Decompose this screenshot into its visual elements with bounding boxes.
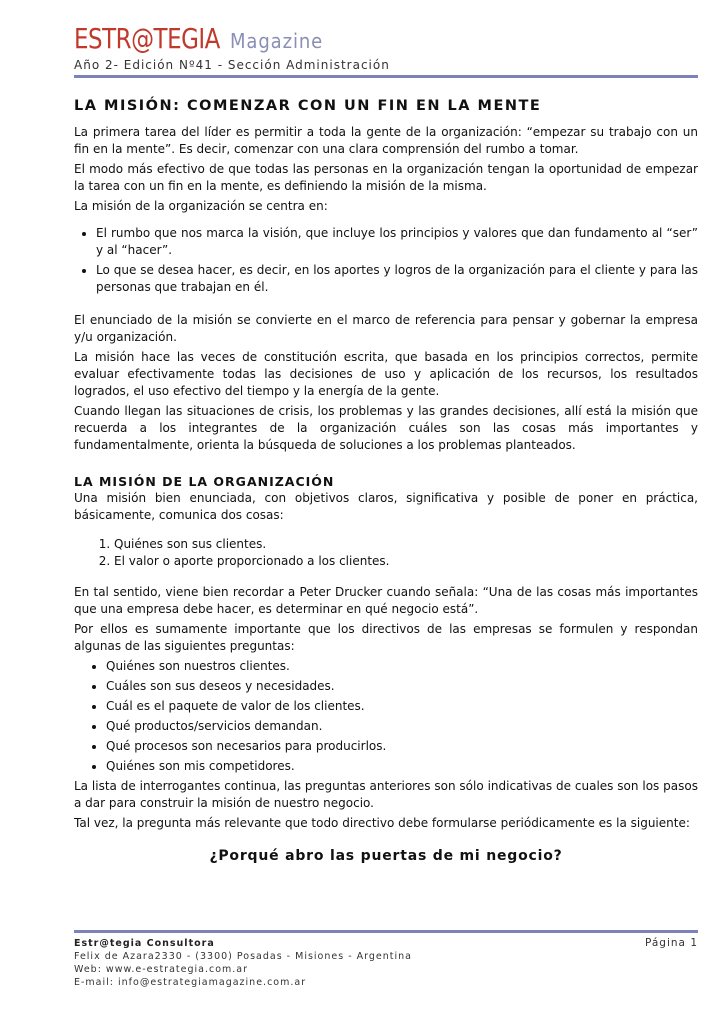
list-item: • Lo que se desea hacer, es decir, en los aportes y logros de la organización para el cliente y para las personas que trabajan en él. [96, 262, 698, 296]
list-item: • Cuáles son sus deseos y necesidades. [106, 678, 698, 695]
paragraph: Una misión bien enunciada, con objetivos claros, significativa y posible de poner en práctica, básicamente, comunica dos cosas: [74, 491, 698, 522]
list-item: • Qué productos/servicios demandan. [106, 718, 698, 735]
list-item: • Qué procesos son necesarios para producirlos. [106, 738, 698, 755]
paragraph: Cuando llegan las situaciones de crisis, los problemas y las grandes decisiones, allí está la misión que recuerda a los integrantes de la organización cuáles son las cosas más importantes y fundamentalmente, orienta la búsqueda de soluciones a los problemas planteados. [74, 404, 698, 452]
list-item: 1. Quiénes son sus clientes. [114, 536, 698, 553]
list-item: • Quiénes son nuestros clientes. [106, 658, 698, 675]
mission-focus-list [74, 225, 698, 296]
masthead [74, 22, 333, 55]
footer-rule [74, 930, 698, 933]
page-number: Página 1 [645, 937, 698, 949]
spacer [74, 457, 698, 473]
paragraph: El modo más efectivo de que todas las personas en la organización tengan la oportunidad de empezar la tarea con un fin en la mente, es definiendo la misión de la misma. [74, 162, 698, 193]
header-rule [74, 75, 698, 78]
list-item: • Quiénes son mis competidores. [106, 758, 698, 775]
key-question: ¿Porqué abro las puertas de mi negocio? [209, 848, 563, 864]
paragraph: La lista de interrogantes continua, las preguntas anteriores son sólo indicativas de cuales son los pasos a dar para construir la misión de nuestro negocio. [74, 779, 698, 810]
brand-subtitle: Magazine [229, 29, 324, 53]
edition-line: Año 2- Edición Nº41 - Sección Administración [74, 58, 390, 72]
section-heading: LA MISIÓN DE LA ORGANIZACIÓN [74, 474, 335, 489]
article-title: LA MISIÓN: COMENZAR CON UN FIN EN LA MENTE [74, 98, 542, 114]
list-item: • Cuál es el paquete de valor de los clientes. [106, 698, 698, 715]
paragraph: La misión de la organización se centra en: [74, 199, 328, 213]
paragraph: La primera tarea del líder es permitir a toda la gente de la organización: “empezar su trabajo con un fin en la mente”. Es decir, comenzar con una clara comprensión del rumbo a tomar. [74, 125, 698, 156]
footer-company: Estr@tegia Consultora [74, 938, 215, 949]
footer-email: E-mail: info@estrategiamagazine.com.ar [74, 977, 307, 988]
paragraph: En tal sentido, viene bien recordar a Peter Drucker cuando señala: “Una de las cosas más importantes que una empresa debe hacer, es determinar en qué negocio está”. [74, 585, 698, 616]
paragraph: La misión hace las veces de constitución escrita, que basada en los principios correctos, permite evaluar efectivamente todas las decisiones de uso y aplicación de los recursos, los resultados logrados, el uso efectivo del tiempo y la energía de la gente. [74, 350, 698, 398]
questions-list [74, 658, 698, 775]
list-item: • El rumbo que nos marca la visión, que incluye los principios y valores que dan fundamento al “ser” y al “hacer”. [96, 225, 698, 259]
list-item: 2. El valor o aporte proporcionado a los clientes. [114, 553, 698, 570]
footer [74, 937, 698, 989]
brand-logo-text: ESTR@TEGIA [74, 22, 220, 55]
footer-web: Web: www.e-estrategia.com.ar [74, 964, 249, 975]
numbered-list [74, 536, 698, 570]
article-body [74, 124, 698, 865]
footer-address: Felix de Azara2330 - (3300) Posadas - Misiones - Argentina [74, 951, 412, 962]
paragraph: Tal vez, la pregunta más relevante que todo directivo debe formularse periódicamente es la siguiente: [74, 816, 690, 830]
paragraph: El enunciado de la misión se convierte en el marco de referencia para pensar y gobernar la empresa y/u organización. [74, 313, 698, 344]
paragraph: Por ellos es sumamente importante que los directivos de las empresas se formulen y respondan algunas de las siguientes preguntas: [74, 622, 698, 653]
